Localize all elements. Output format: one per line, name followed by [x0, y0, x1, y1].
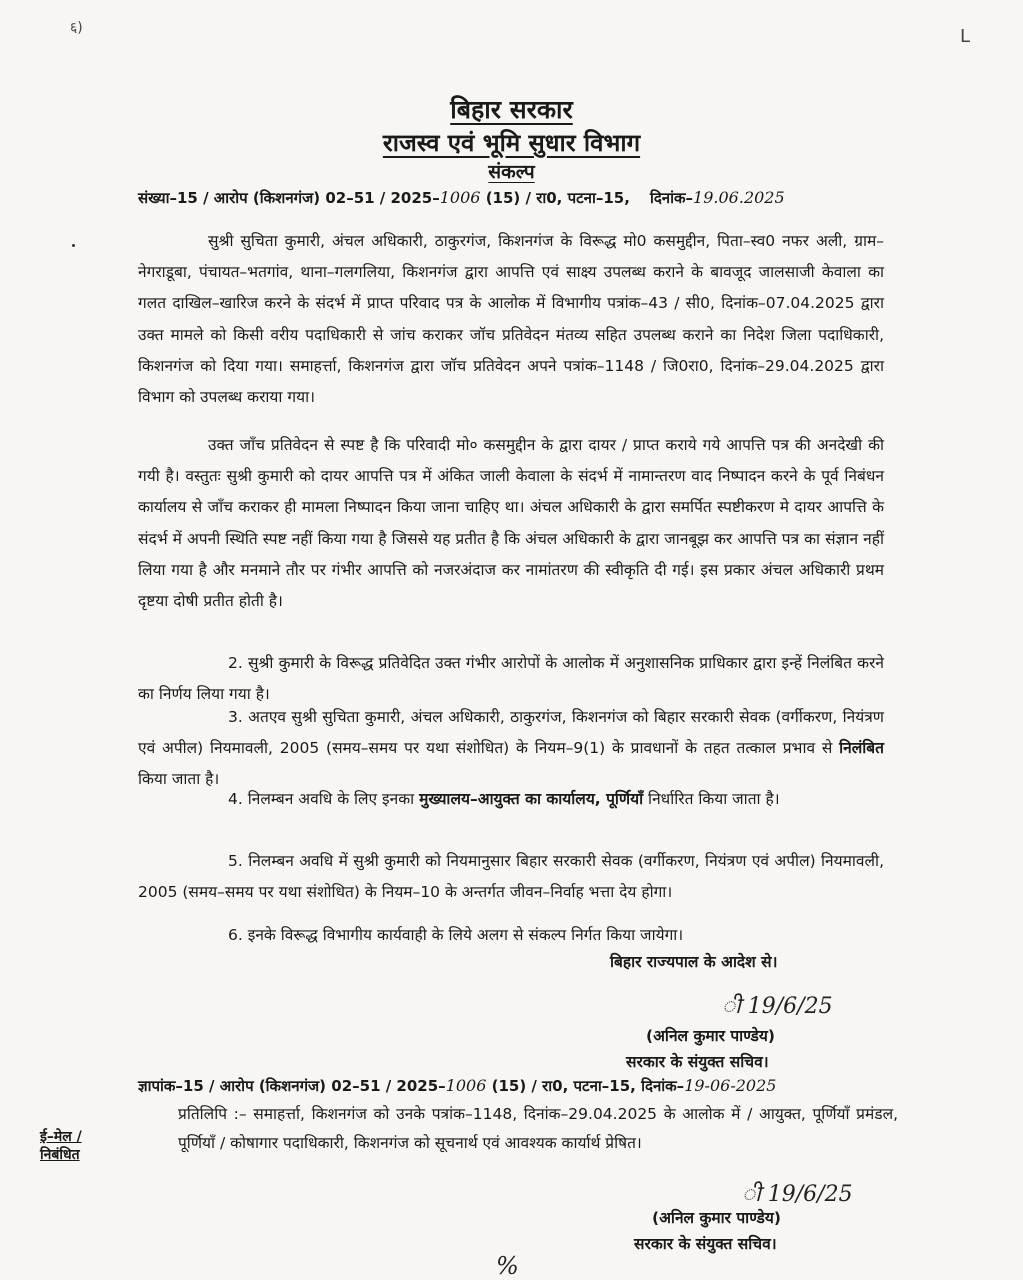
- paragraph-4-end: किया जाता है।: [138, 770, 220, 789]
- memo-suffix: (15) / रा0, पटना–15, दिनांक–: [486, 1077, 685, 1095]
- side-note-registered: निबंधित: [40, 1147, 80, 1163]
- corner-mark-right: L: [960, 26, 971, 47]
- signature-1-handwritten: ी 19/6/25: [722, 994, 833, 1019]
- signature-1-title: सरकार के संयुक्त सचिव।: [626, 1053, 769, 1071]
- signature-2-handwritten: ी 19/6/25: [742, 1182, 853, 1207]
- reference-handwritten-date: 19.06.2025: [693, 188, 785, 207]
- header-department: राजस्व एवं भूमि सुधार विभाग: [382, 129, 641, 157]
- paragraph-2: उक्त जाँच प्रतिवेदन से स्पष्ट है कि परिवादी मो० कसमुद्दीन के द्वारा दायर / प्राप्त कराये गये आपत्ति पत्र की अनदेखी की गयी है। वस्तुतः सुश्री कुमारी को दायर आपत्ति पत्र में अंकित जाली केवाला के संदर्भ में नामान्तरण वाद निष्पादन करने के पूर्व निबंधन कार्यालय से जाँच कराकर ही मामला निष्पादन किया जाना चाहिए था। अंचल अधिकारी के द्वारा समर्पित स्पष्टीकरण मे दायर आपत्ति के संदर्भ में अपनी स्थिति स्पष्ट नहीं किया गया है जिससे यह प्रतीत है कि अंचल अधिकारी के द्वारा जानबूझ कर आपत्ति पत्र का संज्ञान नहीं लिया गया है और मनमाने तौर पर गंभीर आपत्ति को नजरअंदाज कर नामांतरण की स्वीकृति दी गई। इस प्रकार अंचल अधिकारी प्रथम दृष्टया दोषी प्रतीत होती है।: [138, 436, 884, 611]
- reference-suffix: (15) / रा0, पटना–15,: [480, 189, 630, 207]
- governor-order-line: बिहार राज्यपाल के आदेश से।: [610, 953, 778, 971]
- paragraph-3: 2. सुश्री कुमारी के विरूद्ध प्रतिवेदित उक्त गंभीर आरोपों के आलोक में अनुशासनिक प्राधिकार द्वारा इन्हें निलंबित करने का निर्णय लिया गया है।: [138, 654, 884, 704]
- dot-mark: [72, 244, 75, 247]
- side-note-email: ई–मेल /: [40, 1129, 82, 1145]
- reference-date-label: दिनांक–: [649, 189, 694, 207]
- paragraph-5-text: 4. निलम्बन अवधि के लिए इनका: [228, 790, 420, 808]
- header-government: बिहार सरकार: [450, 95, 573, 124]
- paragraph-4: [138, 702, 884, 796]
- signature-1-name: (अनिल कुमार पाण्डेय): [646, 1027, 775, 1045]
- memo-handwritten-number: 1006: [445, 1076, 487, 1095]
- paragraph-5-end: निर्धारित किया जाता है।: [643, 790, 780, 808]
- memo-handwritten-date: 19-06-2025: [684, 1076, 777, 1095]
- headquarters-emphasis: मुख्यालय–आयुक्त का कार्यालय, पूर्णियाँ: [419, 790, 644, 808]
- corner-mark-left: ६): [70, 20, 83, 36]
- signature-2-name: (अनिल कुमार पाण्डेय): [652, 1209, 781, 1227]
- reference-number: संख्या–15 / आरोप (किशनगंज) 02–51 / 2025–: [138, 189, 440, 207]
- paragraph-7: 6. इनके विरूद्ध विभागीय कार्यवाही के लिये अलग से संकल्प निर्गत किया जायेगा।: [228, 926, 684, 944]
- signature-2-title: सरकार के संयुक्त सचिव।: [634, 1235, 777, 1253]
- header-resolution: संकल्प: [488, 161, 535, 183]
- memo-number: ज्ञापांक–15 / आरोप (किशनगंज) 02–51 / 2025–: [138, 1077, 446, 1095]
- bottom-page-mark: %: [496, 1252, 519, 1280]
- memo-line: [138, 1076, 776, 1096]
- paragraph-1: सुश्री सुचिता कुमारी, अंचल अधिकारी, ठाकुरगंज, किशनगंज के विरूद्ध मो0 कसमुद्दीन, पिता–स्व0 नफर अली, ग्राम–नेगराडूबा, पंचायत–भतगांव, थाना–गलगलिया, किशनगंज द्वारा आपत्ति एवं साक्ष्य उपलब्ध कराने के बावजूद जालसाजी केवाला का गलत दाखिल–खारिज करने के संदर्भ में प्राप्त परिवाद पत्र के आलोक में विभागीय पत्रांक–43 / सी0, दिनांक–07.04.2025 द्वारा उक्त मामले को किसी वरीय पदाधिकारी से जांच कराकर जॉच प्रतिवेदन मंतव्य सहित उपलब्ध कराने का निदेश जिला पदाधिकारी, किशनगंज को दिया गया। समाहर्त्ता, किशनगंज द्वारा जॉच प्रतिवेदन अपने पत्रांक–1148 / जि0रा0, दिनांक–29.04.2025 द्वारा विभाग को उपलब्ध कराया गया।: [138, 232, 884, 407]
- paragraph-6: 5. निलम्बन अवधि में सुश्री कुमारी को नियमानुसार बिहार सरकारी सेवक (वर्गीकरण, नियंत्रण एवं अपील) नियमावली, 2005 (समय–समय पर यथा संशोधित) के नियम–10 के अन्तर्गत जीवन–निर्वाह भत्ता देय होगा।: [138, 852, 884, 902]
- paragraph-5: [138, 784, 884, 815]
- suspended-emphasis: निलंबित: [839, 739, 884, 758]
- reference-handwritten-number: 1006: [439, 188, 481, 207]
- paragraph-4-text: 3. अतएव सुश्री सुचिता कुमारी, अंचल अधिकारी, ठाकुरगंज, किशनगंज को बिहार सरकारी सेवक (वर्गीकरण, नियंत्रण एवं अपील) नियमावली, 2005 (समय–समय पर यथा संशोधित) के नियम–9(1) के प्रावधानों के तहत तत्काल प्रभाव से: [138, 708, 884, 758]
- copy-to-paragraph: प्रतिलिपि :– समाहर्त्ता, किशनगंज को उनके पत्रांक–1148, दिनांक–29.04.2025 के आलोक में / आयुक्त, पूर्णियाँ प्रमंडल, पूर्णियाँ / कोषागार पदाधिकारी, किशनगंज को सूचनार्थ एवं आवश्यक कार्यार्थ प्रेषित।: [178, 1105, 898, 1152]
- side-note: [40, 1128, 82, 1164]
- reference-line: [138, 188, 785, 208]
